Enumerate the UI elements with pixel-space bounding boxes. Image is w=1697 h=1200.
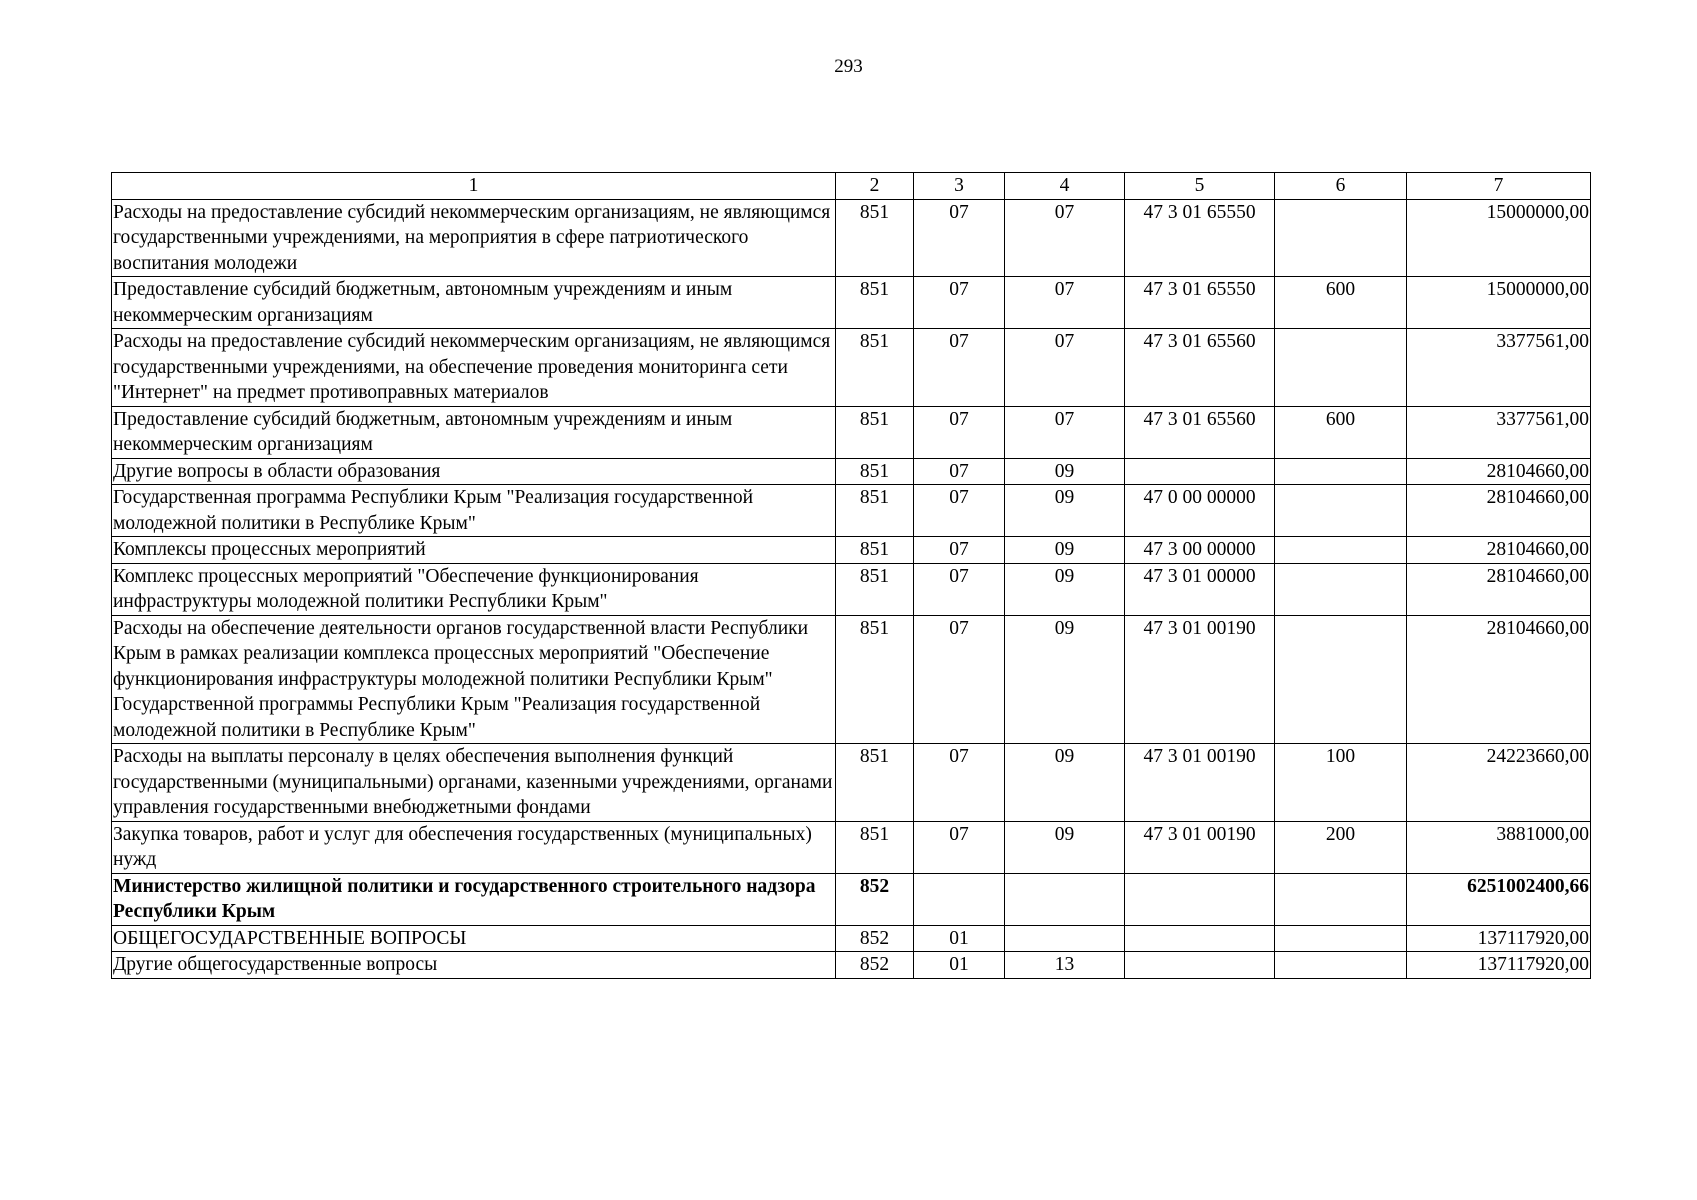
cell-amount: 28104660,00 [1407, 563, 1591, 615]
cell-subsection: 09 [1005, 563, 1125, 615]
cell-subsection: 09 [1005, 537, 1125, 564]
cell-amount: 3377561,00 [1407, 406, 1591, 458]
cell-amount: 28104660,00 [1407, 485, 1591, 537]
cell-amount: 6251002400,66 [1407, 873, 1591, 925]
table-row [112, 563, 1591, 615]
cell-target-article [1125, 925, 1275, 952]
cell-name: Расходы на предоставление субсидий некоммерческим организациям, не являющимся государственными учреждениями, на обеспечение проведения мониторинга сети "Интернет" на предмет противоправных материалов [112, 329, 836, 407]
cell-expense-type [1275, 615, 1407, 744]
cell-subsection: 09 [1005, 485, 1125, 537]
cell-name: Комплексы процессных мероприятий [112, 537, 836, 564]
column-header-4: 4 [1005, 173, 1125, 200]
cell-section: 07 [914, 615, 1005, 744]
cell-subsection: 09 [1005, 821, 1125, 873]
page-number: 293 [834, 56, 863, 77]
column-header-1: 1 [112, 173, 836, 200]
cell-target-article: 47 0 00 00000 [1125, 485, 1275, 537]
cell-subsection: 09 [1005, 744, 1125, 822]
cell-name: Государственная программа Республики Крым "Реализация государственной молодежной политики в Республике Крым" [112, 485, 836, 537]
table-body [112, 199, 1591, 978]
cell-ministry-code: 851 [836, 615, 914, 744]
cell-expense-type: 200 [1275, 821, 1407, 873]
cell-name: Министерство жилищной политики и государственного строительного надзора Республики Крым [112, 873, 836, 925]
cell-name: Расходы на выплаты персоналу в целях обеспечения выполнения функций государственными (муниципальными) органами, казенными учреждениями, органами управления государственными внебюджетными фондами [112, 744, 836, 822]
cell-expense-type [1275, 952, 1407, 979]
cell-expense-type [1275, 537, 1407, 564]
cell-ministry-code: 851 [836, 485, 914, 537]
cell-name: Комплекс процессных мероприятий "Обеспечение функционирования инфраструктуры молодежной политики Республики Крым" [112, 563, 836, 615]
cell-amount: 28104660,00 [1407, 458, 1591, 485]
cell-amount: 137117920,00 [1407, 925, 1591, 952]
cell-subsection [1005, 873, 1125, 925]
column-header-7: 7 [1407, 173, 1591, 200]
cell-ministry-code: 852 [836, 873, 914, 925]
cell-target-article [1125, 952, 1275, 979]
cell-subsection: 07 [1005, 277, 1125, 329]
cell-amount: 15000000,00 [1407, 199, 1591, 277]
cell-name: Расходы на обеспечение деятельности органов государственной власти Республики Крым в рамках реализации комплекса процессных мероприятий "Обеспечение функционирования инфраструктуры молодежной политики Республики Крым" Государственной программы Республики Крым "Реализация государственной молодежной политики в Республике Крым" [112, 615, 836, 744]
column-header-5: 5 [1125, 173, 1275, 200]
cell-target-article: 47 3 01 00190 [1125, 615, 1275, 744]
cell-ministry-code: 851 [836, 329, 914, 407]
cell-subsection: 07 [1005, 329, 1125, 407]
cell-name: Другие общегосударственные вопросы [112, 952, 836, 979]
cell-target-article: 47 3 01 00000 [1125, 563, 1275, 615]
cell-section [914, 873, 1005, 925]
cell-section: 01 [914, 925, 1005, 952]
cell-amount: 28104660,00 [1407, 615, 1591, 744]
cell-subsection: 09 [1005, 458, 1125, 485]
cell-target-article [1125, 873, 1275, 925]
cell-section: 07 [914, 277, 1005, 329]
cell-ministry-code: 851 [836, 406, 914, 458]
cell-amount: 24223660,00 [1407, 744, 1591, 822]
cell-target-article: 47 3 01 65560 [1125, 406, 1275, 458]
cell-subsection: 13 [1005, 952, 1125, 979]
cell-section: 07 [914, 537, 1005, 564]
column-header-6: 6 [1275, 173, 1407, 200]
cell-expense-type [1275, 329, 1407, 407]
cell-expense-type: 600 [1275, 406, 1407, 458]
table-row [112, 821, 1591, 873]
table-row [112, 277, 1591, 329]
cell-name: ОБЩЕГОСУДАРСТВЕННЫЕ ВОПРОСЫ [112, 925, 836, 952]
cell-expense-type [1275, 873, 1407, 925]
cell-subsection: 07 [1005, 406, 1125, 458]
cell-ministry-code: 851 [836, 744, 914, 822]
cell-target-article: 47 3 01 00190 [1125, 821, 1275, 873]
cell-name: Другие вопросы в области образования [112, 458, 836, 485]
table-row [112, 952, 1591, 979]
cell-expense-type: 600 [1275, 277, 1407, 329]
cell-ministry-code: 852 [836, 952, 914, 979]
cell-expense-type [1275, 925, 1407, 952]
cell-amount: 3377561,00 [1407, 329, 1591, 407]
cell-section: 07 [914, 406, 1005, 458]
cell-amount: 28104660,00 [1407, 537, 1591, 564]
cell-amount: 15000000,00 [1407, 277, 1591, 329]
cell-ministry-code: 851 [836, 277, 914, 329]
cell-target-article: 47 3 00 00000 [1125, 537, 1275, 564]
cell-ministry-code: 851 [836, 821, 914, 873]
cell-amount: 3881000,00 [1407, 821, 1591, 873]
cell-target-article: 47 3 01 65550 [1125, 277, 1275, 329]
cell-subsection [1005, 925, 1125, 952]
cell-section: 07 [914, 821, 1005, 873]
cell-expense-type: 100 [1275, 744, 1407, 822]
column-header-2: 2 [836, 173, 914, 200]
cell-section: 07 [914, 485, 1005, 537]
cell-ministry-code: 851 [836, 537, 914, 564]
cell-ministry-code: 851 [836, 563, 914, 615]
table-row [112, 615, 1591, 744]
cell-subsection: 09 [1005, 615, 1125, 744]
cell-amount: 137117920,00 [1407, 952, 1591, 979]
table-row [112, 925, 1591, 952]
table-row [112, 485, 1591, 537]
cell-section: 01 [914, 952, 1005, 979]
cell-section: 07 [914, 563, 1005, 615]
cell-section: 07 [914, 458, 1005, 485]
cell-name: Расходы на предоставление субсидий некоммерческим организациям, не являющимся государственными учреждениями, на мероприятия в сфере патриотического воспитания молодежи [112, 199, 836, 277]
cell-ministry-code: 851 [836, 199, 914, 277]
table-row [112, 873, 1591, 925]
table-row [112, 199, 1591, 277]
cell-expense-type [1275, 199, 1407, 277]
table-row [112, 329, 1591, 407]
cell-section: 07 [914, 744, 1005, 822]
cell-ministry-code: 852 [836, 925, 914, 952]
column-header-3: 3 [914, 173, 1005, 200]
table-row [112, 537, 1591, 564]
table-header-row [112, 173, 1591, 200]
cell-section: 07 [914, 199, 1005, 277]
cell-target-article [1125, 458, 1275, 485]
cell-expense-type [1275, 563, 1407, 615]
budget-table [111, 172, 1591, 979]
cell-name: Предоставление субсидий бюджетным, автономным учреждениям и иным некоммерческим организациям [112, 406, 836, 458]
cell-section: 07 [914, 329, 1005, 407]
cell-name: Закупка товаров, работ и услуг для обеспечения государственных (муниципальных) нужд [112, 821, 836, 873]
table-row [112, 744, 1591, 822]
cell-target-article: 47 3 01 00190 [1125, 744, 1275, 822]
cell-name: Предоставление субсидий бюджетным, автономным учреждениям и иным некоммерческим организациям [112, 277, 836, 329]
table-row [112, 458, 1591, 485]
cell-expense-type [1275, 458, 1407, 485]
cell-ministry-code: 851 [836, 458, 914, 485]
cell-subsection: 07 [1005, 199, 1125, 277]
cell-target-article: 47 3 01 65560 [1125, 329, 1275, 407]
table-row [112, 406, 1591, 458]
cell-target-article: 47 3 01 65550 [1125, 199, 1275, 277]
cell-expense-type [1275, 485, 1407, 537]
